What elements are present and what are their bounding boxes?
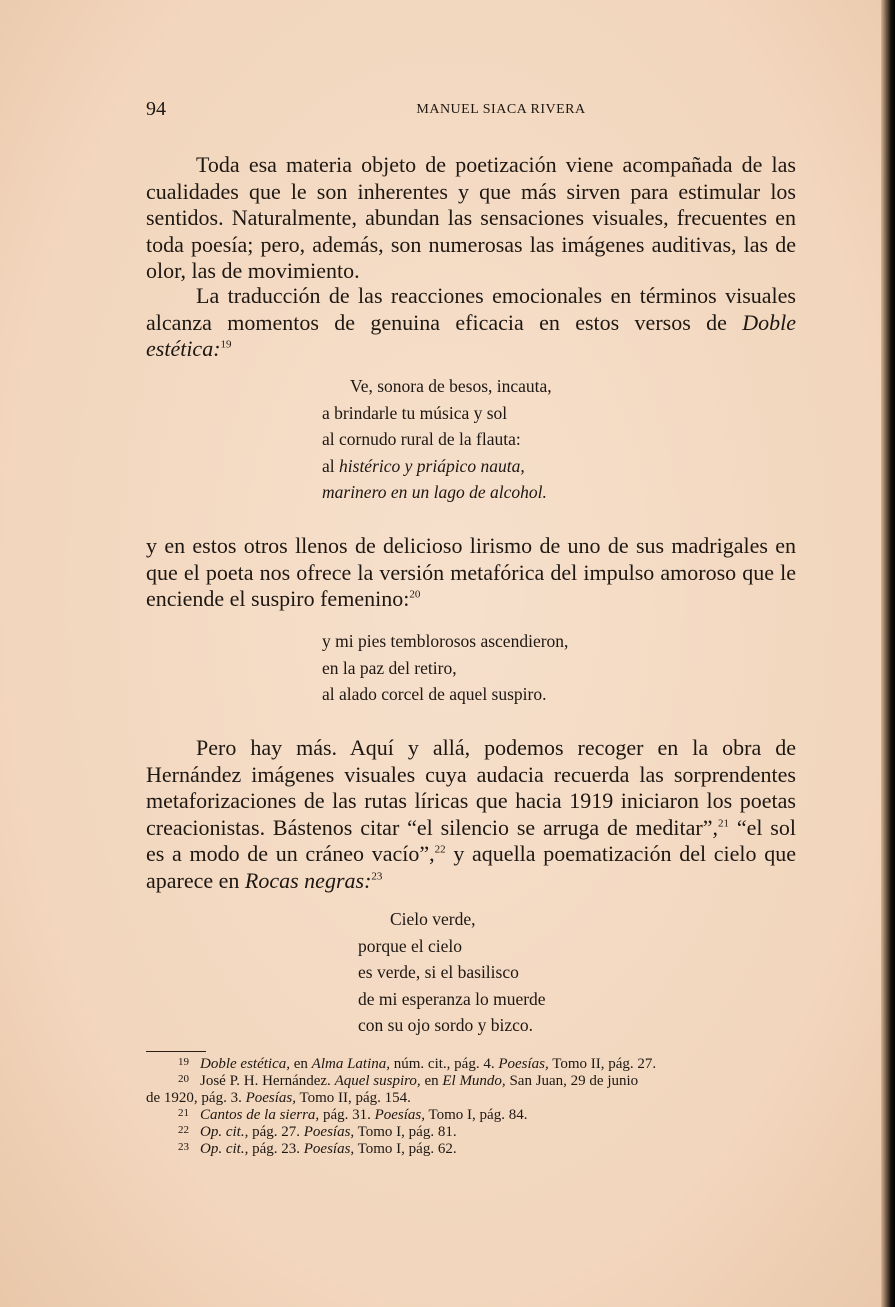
paragraph-2-text: La traducción de las reacciones emocionales en términos visuales alcanza momentos de genuina eficacia en estos versos de [146, 283, 796, 335]
footnote-ref-22: 22 [434, 843, 446, 856]
paragraph-2: La traducción de las reacciones emocionales en términos visuales alcanza momentos de genuina eficacia en estos versos de Doble estética:$^{19}$ [146, 283, 797, 361]
footnote-ref-19: 19 [220, 338, 232, 351]
verse-line: a brindarle tu música y sol [322, 402, 508, 423]
verse-line: porque el cielo [358, 935, 462, 956]
verse-line: Ve, sonora de besos, incauta, [350, 376, 552, 396]
footnote-23: 23 Op. cit., pág. 23. Poesías, Tomo I, pág. 62. [178, 1141, 457, 1157]
paragraph-4: Pero hay más. Aquí y allá, podemos recoger en la obra de Hernández imágenes visuales cuya audacia recuerda las sorprendentes metaforizaciones de las rutas líricas que hacia 1919 iniciaron los poetas creacionistas. Bástenos citar “el silencio se arruga de meditar”,$^{21}$ “el sol es a modo de un cráneo vacío”,$^{22}$ y aquella poematización del cielo que aparece en Rocas negras:$^{23}$ [146, 735, 796, 893]
footnote-divider [146, 1051, 206, 1052]
page-header [146, 98, 796, 124]
work-title-rocas-negras: Rocas negras [244, 867, 365, 893]
page-number: 94 [146, 98, 166, 120]
footnote-20: 20 José P. H. Hernández. Aquel suspiro, en El Mundo, San Juan, 29 de junio de 1920, pág. 3. Poesías, Tomo II, pág. 154. [146, 1073, 639, 1106]
verse-line: al alado corcel de aquel suspiro. [322, 684, 547, 704]
verse-line: con su ojo sordo y bizco. [358, 1015, 533, 1035]
footnote-ref-21: 21 [718, 817, 730, 830]
paragraph-3 [146, 533, 796, 613]
verse-line: de mi esperanza lo muerde [358, 988, 546, 1009]
verse-line: al cornudo rural de la flauta: [322, 429, 521, 449]
work-title-doble-estetica: Doble estética [146, 309, 797, 361]
footnote-ref-23: 23 [371, 870, 383, 883]
footnote-21: 21 Cantos de la sierra, pág. 31. Poesías, Tomo I, pág. 84. [178, 1107, 528, 1123]
paragraph-1 [146, 152, 796, 285]
verse-line: en la paz del retiro, [322, 657, 457, 678]
footnote-22: 22 Op. cit., pág. 27. Poesías, Tomo I, pág. 81. [178, 1124, 457, 1140]
verse-line: y mi pies temblorosos ascendieron, [322, 631, 569, 651]
verse-line: es verde, si el basilisco [358, 962, 519, 982]
page-edge-shadow [881, 0, 895, 1307]
verse-block-2 [322, 628, 568, 708]
verse-line: marinero en un lago de alcohol. [322, 482, 547, 502]
paragraph-1-text: Toda esa materia objeto de poetización viene acompañada de las cualidades que le son inherentes y que más sirven para estimular los sentidos. Naturalmente, abundan las sensaciones visuales, frecuentes en toda poesía; pero, además, son numerosas las imágenes auditivas, las de olor, las de movimiento. [146, 152, 796, 283]
footnotes [146, 1056, 796, 1158]
footnote-19: 19 Doble estética, en Alma Latina, núm. cit., pág. 4. Poesías, Tomo II, pág. 27. [178, 1056, 657, 1072]
verse-block-3 [358, 906, 546, 1039]
footnote-ref-20: 20 [409, 588, 421, 601]
verse-line: al histérico y priápico nauta, [322, 455, 525, 476]
verse-block-1 [322, 373, 552, 506]
paragraph-3-text: y en estos otros llenos de delicioso lirismo de uno de sus madrigales en que el poeta nos ofrece la versión metafórica del impulso amoroso que le enciende el suspiro femenino: [146, 533, 796, 611]
verse-line: Cielo verde, [390, 909, 476, 929]
running-head: MANUEL SIACA RIVERA [416, 102, 586, 117]
